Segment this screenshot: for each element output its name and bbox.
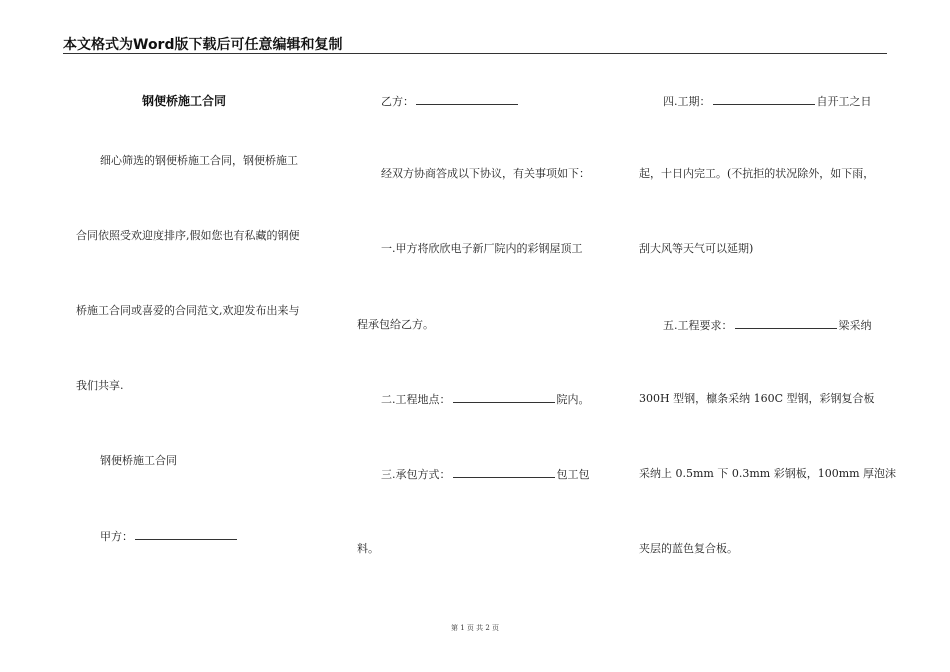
item-2-label: 二.工程地点：	[381, 393, 451, 406]
intro-line-1: 细心筛选的钢便桥施工合同，钢便桥施工	[100, 154, 298, 167]
item-4-blank	[713, 94, 815, 105]
item-3-line-2: 料。	[357, 542, 379, 555]
header-divider	[63, 53, 887, 54]
item-5-blank	[735, 318, 837, 329]
item-2-suffix: 院内。	[556, 393, 590, 406]
party-a-blank	[135, 529, 237, 540]
item-3-blank	[453, 467, 555, 478]
item-1-line-2: 程承包给乙方。	[357, 318, 434, 331]
item-3-line-1	[381, 467, 590, 482]
item-4-line-2: 起，十日内完工。(不抗拒的状况除外，如下雨，	[639, 167, 875, 180]
item-1-line-1: 一.甲方将欣欣电子新厂院内的彩钢屋顶工	[381, 242, 583, 255]
intro-line-2: 合同依照受欢迎度排序,假如您也有私藏的钢便	[76, 229, 300, 242]
item-4-line-3: 刮大风等天气可以延期)	[639, 242, 754, 255]
item-5-line-2: 300H 型钢，檩条采纳 160C 型钢，彩钢复合板	[639, 392, 875, 405]
party-b-blank	[416, 94, 518, 105]
document-header: 本文格式为Word版下载后可任意编辑和复制	[63, 37, 343, 53]
party-b-line	[381, 94, 520, 109]
item-5-line-4: 夹层的蓝色复合板。	[639, 542, 738, 555]
item-2-blank	[453, 392, 555, 403]
party-a-label: 甲方：	[100, 530, 133, 543]
intro-line-4: 我们共享.	[76, 379, 124, 392]
item-3-label: 三.承包方式：	[381, 468, 451, 481]
item-3-suffix: 包工包	[556, 468, 590, 481]
contract-subtitle: 钢便桥施工合同	[100, 454, 177, 467]
item-4-label: 四.工期：	[663, 95, 711, 108]
item-5-line-3: 采纳上 0.5mm 下 0.3mm 彩钢板，100mm 厚泡沫	[639, 467, 897, 480]
agreement-line: 经双方协商答成以下协议，有关事项如下：	[381, 167, 590, 180]
item-5-suffix: 梁采纳	[838, 319, 872, 332]
page-footer: 第 1 页 共 2 页	[450, 624, 500, 632]
item-2-line	[381, 392, 590, 407]
party-a-line	[100, 529, 239, 544]
intro-line-3: 桥施工合同或喜爱的合同范文,欢迎发布出来与	[76, 304, 300, 317]
party-b-label: 乙方：	[381, 95, 414, 108]
item-5-line-1	[663, 318, 872, 333]
document-title: 钢便桥施工合同	[142, 94, 227, 108]
item-4-line-1	[663, 94, 872, 109]
item-5-label: 五.工程要求：	[663, 319, 733, 332]
item-4-suffix: 自开工之日	[816, 95, 872, 108]
